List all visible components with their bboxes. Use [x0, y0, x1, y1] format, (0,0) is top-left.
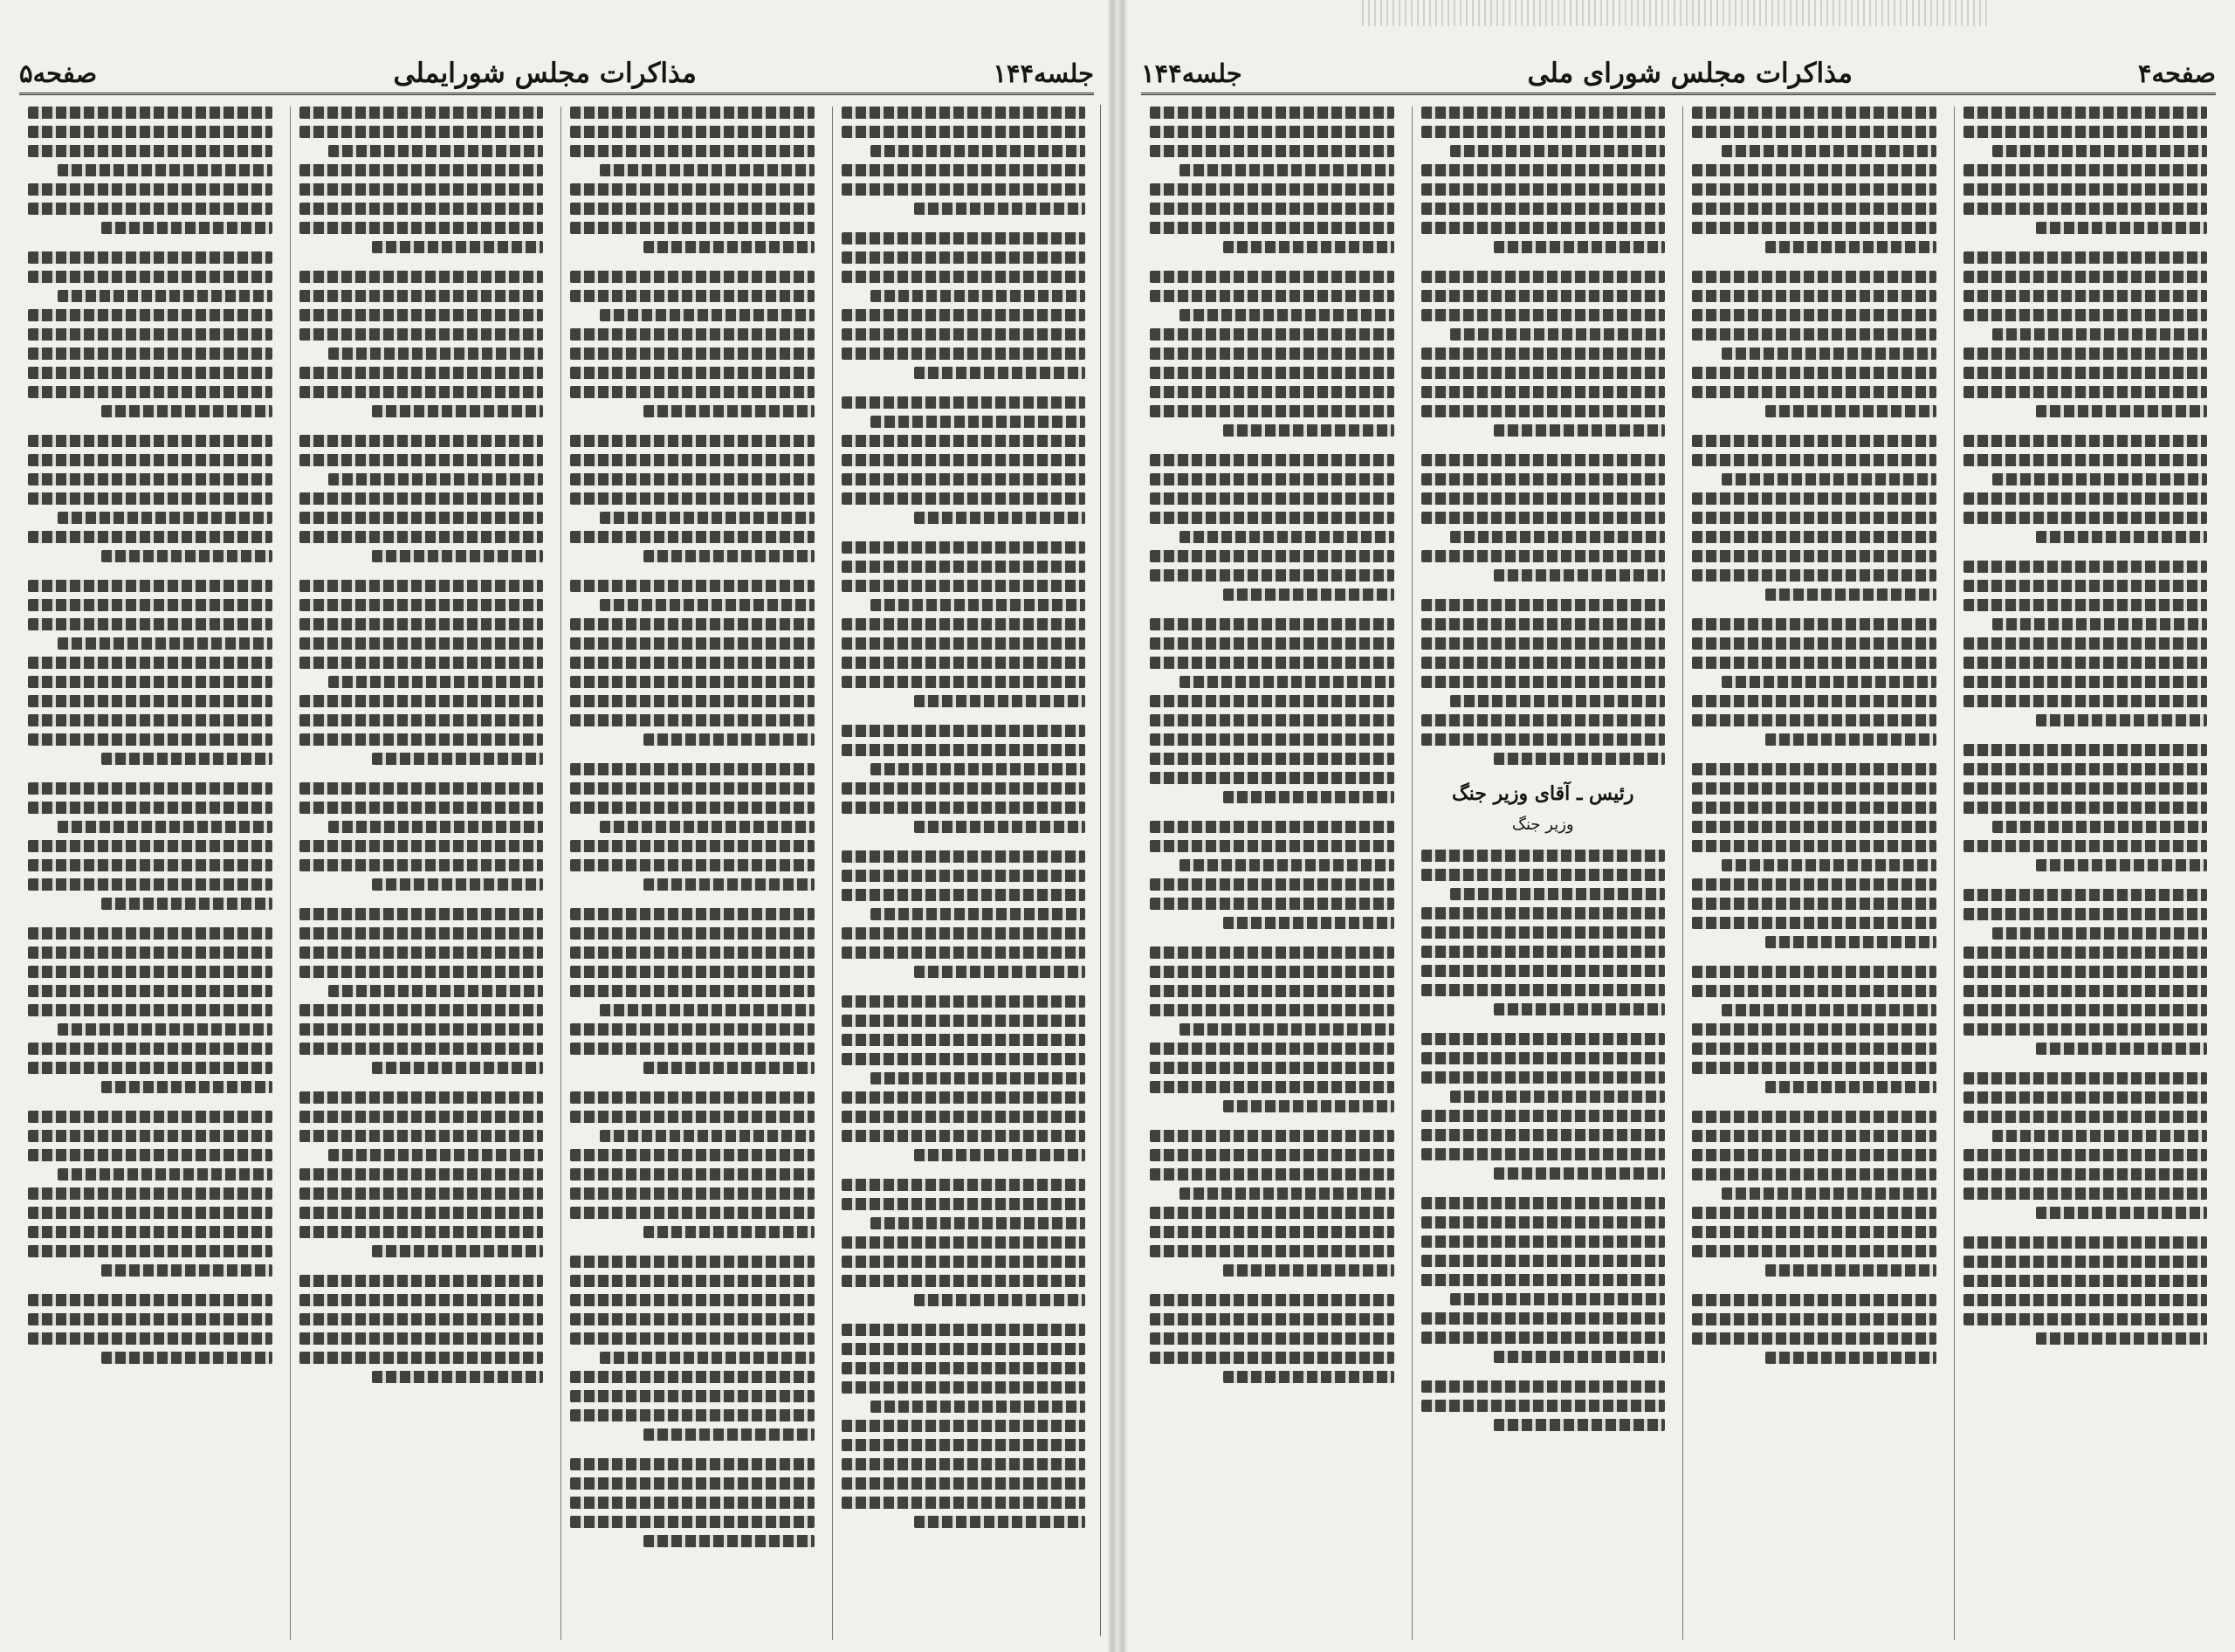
text-block	[1692, 763, 1936, 948]
right-page-number: صفحه۴	[2137, 59, 2216, 88]
text-block	[570, 1256, 815, 1441]
text-block	[28, 1111, 272, 1277]
right-column-1	[1954, 107, 2217, 1640]
text-block	[1963, 561, 2208, 726]
left-column-1	[832, 107, 1095, 1640]
text-block	[570, 271, 815, 417]
text-block	[28, 1294, 272, 1364]
text-block	[28, 927, 272, 1093]
left-column-2	[560, 107, 823, 1640]
text-block	[1150, 821, 1394, 929]
text-block	[28, 435, 272, 562]
left-text-columns	[19, 107, 1094, 1640]
left-session-label: جلسه۱۴۴	[993, 59, 1094, 88]
text-block	[299, 107, 544, 253]
speaker-heading: رئیس ـ آقای وزیر جنگ	[1451, 782, 1634, 805]
text-block	[842, 1324, 1086, 1528]
text-block	[1692, 271, 1936, 417]
left-page	[0, 0, 1113, 1652]
text-block	[28, 107, 272, 234]
text-block	[1421, 599, 1666, 765]
text-block	[842, 232, 1086, 379]
text-block	[570, 763, 815, 891]
right-text-columns	[1141, 107, 2216, 1640]
left-running-title: مذاکرات مجلس شورایملی	[393, 58, 697, 89]
text-block	[1421, 454, 1666, 582]
left-column-4	[19, 107, 281, 1640]
text-block	[842, 396, 1086, 524]
right-page-header	[1141, 54, 2216, 95]
text-block	[1963, 1236, 2208, 1345]
text-block	[1692, 966, 1936, 1093]
text-block	[1692, 618, 1936, 746]
text-block	[842, 725, 1086, 833]
right-running-title: مذاکرات مجلس شورای ملی	[1527, 58, 1853, 89]
text-block	[570, 580, 815, 746]
text-block	[1150, 271, 1394, 437]
text-block	[1150, 1130, 1394, 1277]
text-block	[1963, 744, 2208, 871]
text-block	[1421, 850, 1666, 1015]
left-page-number: صفحه۵	[19, 59, 98, 88]
text-block	[1421, 1380, 1666, 1431]
text-block	[28, 580, 272, 765]
text-block	[1421, 107, 1666, 253]
text-block	[1963, 251, 2208, 417]
text-block	[1421, 1197, 1666, 1363]
right-column-4	[1141, 107, 1403, 1640]
text-block	[1692, 1294, 1936, 1364]
speaker-role: وزیر جنگ	[1511, 816, 1574, 834]
text-block	[1150, 946, 1394, 1112]
text-block	[1150, 618, 1394, 803]
text-block	[1963, 435, 2208, 543]
left-page-header	[19, 54, 1094, 95]
text-block	[570, 107, 815, 253]
text-block	[1421, 271, 1666, 437]
text-block	[28, 782, 272, 910]
right-column-2	[1682, 107, 1945, 1640]
text-block	[299, 782, 544, 891]
text-block	[1150, 454, 1394, 601]
right-session-label: جلسه۱۴۴	[1141, 59, 1242, 88]
text-block	[299, 908, 544, 1074]
text-block	[1150, 1294, 1394, 1383]
text-block	[570, 908, 815, 1074]
text-block	[1692, 107, 1936, 253]
text-block	[299, 271, 544, 417]
text-block	[1963, 1072, 2208, 1219]
text-block	[1421, 1033, 1666, 1180]
text-block	[570, 1091, 815, 1238]
text-block	[1692, 1111, 1936, 1277]
text-block	[299, 435, 544, 562]
text-block	[570, 435, 815, 562]
text-block	[570, 1458, 815, 1547]
text-block	[1963, 107, 2208, 234]
text-block	[842, 1179, 1086, 1306]
text-block	[299, 580, 544, 765]
text-block	[28, 251, 272, 417]
text-block	[299, 1091, 544, 1257]
text-block	[842, 995, 1086, 1161]
text-block	[842, 541, 1086, 707]
text-block	[842, 850, 1086, 978]
right-page	[1122, 0, 2235, 1652]
text-block	[842, 107, 1086, 215]
text-block	[1150, 107, 1394, 253]
right-column-3	[1412, 107, 1675, 1640]
gutter-rule	[1100, 105, 1101, 1636]
left-column-3	[290, 107, 553, 1640]
text-block	[299, 1275, 544, 1383]
text-block	[1963, 889, 2208, 1055]
text-block	[1692, 435, 1936, 601]
